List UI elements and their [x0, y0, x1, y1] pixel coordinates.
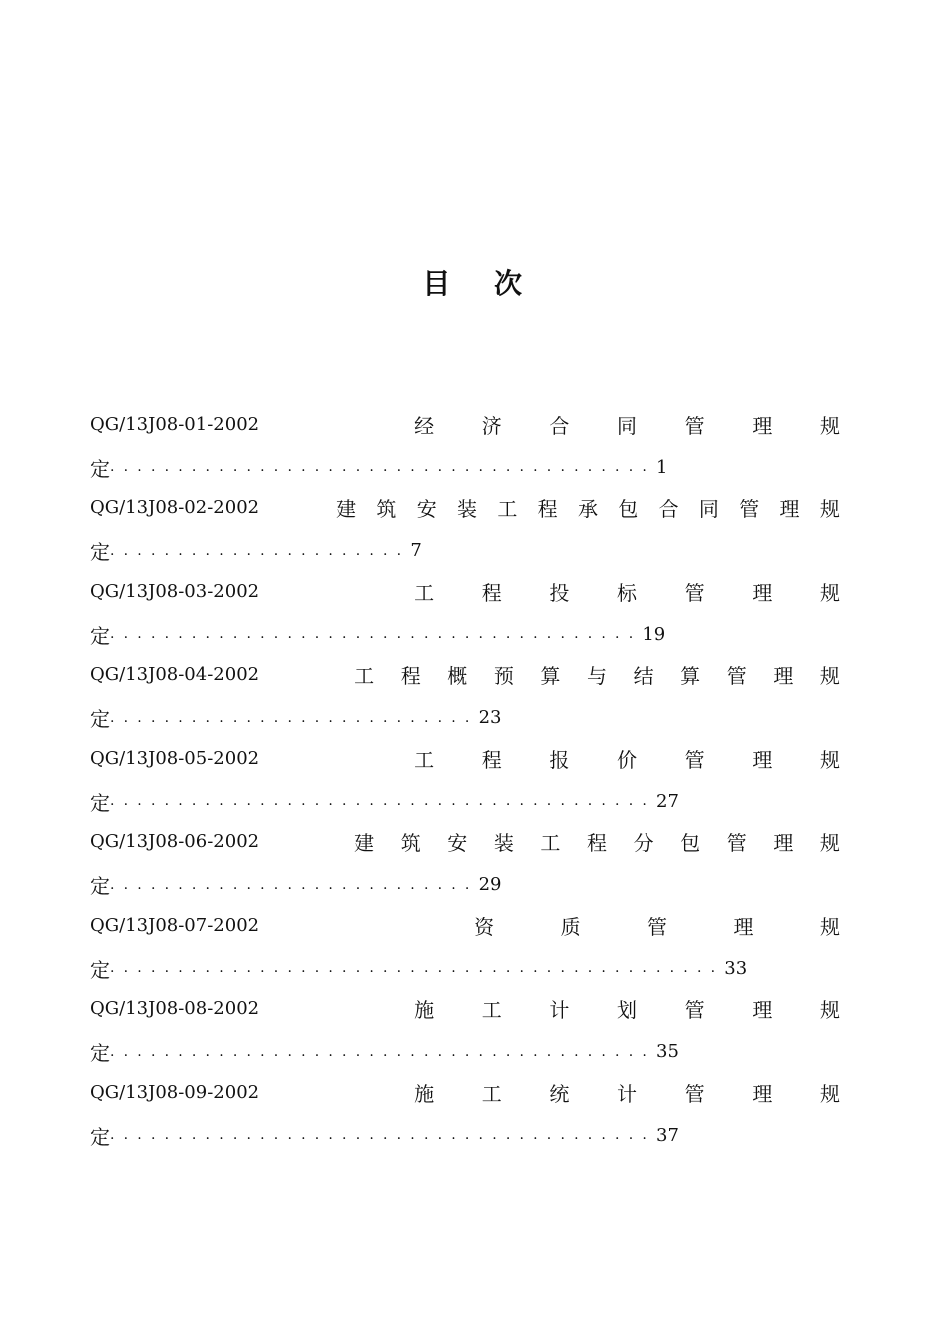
toc-entry[interactable]: [90, 740, 840, 824]
toc-entry-title-char: 报: [549, 747, 570, 772]
toc-entry-title-char: 规: [819, 914, 840, 939]
toc-entry-title-last-char: 定: [90, 456, 110, 481]
toc-entry-title-char: 结: [633, 664, 654, 688]
toc-entry-title-char: 管: [684, 998, 705, 1022]
toc-entry-title: [354, 827, 840, 856]
toc-entry-title-char: 合: [658, 497, 679, 521]
toc-entry-code: QG/13J08-08-2002: [90, 998, 260, 1019]
toc-entry-title-char: 管: [684, 413, 705, 438]
toc-entry[interactable]: [90, 490, 840, 574]
toc-entry-title-char: 程: [481, 580, 502, 605]
toc-entry-title-char: 统: [549, 1081, 570, 1106]
toc-page-number: 29: [478, 874, 502, 895]
toc-entry-title: [414, 1078, 840, 1107]
toc-entry-title-char: 工: [481, 1081, 502, 1106]
toc-entry-title-last-char: 定: [90, 790, 110, 815]
toc-entry-title-char: 同: [617, 413, 638, 438]
toc-entry[interactable]: [90, 657, 840, 741]
toc-entry-title-char: 安: [447, 831, 468, 855]
toc-entry-title-char: 工: [497, 497, 518, 521]
toc-dot-leader: ........................................: [110, 459, 657, 475]
toc-entry-title-char: 工: [540, 831, 561, 855]
toc-entry-title-line: [90, 657, 840, 693]
toc-entry-title: [414, 994, 840, 1023]
toc-entry-title-char: 建: [336, 497, 357, 521]
toc-entry-title-char: 概: [447, 664, 468, 688]
toc-entry-title-char: 经: [414, 413, 435, 438]
toc-entry[interactable]: [90, 991, 840, 1075]
toc-entry-title-char: 规: [819, 580, 840, 605]
toc-entry-title-last-char: 定: [90, 540, 110, 564]
toc-entry-title-char: 资: [474, 914, 495, 939]
toc-entry-title-char: 规: [819, 747, 840, 772]
toc-page-number: 23: [478, 707, 502, 728]
toc-entry-title-char: 理: [752, 1081, 773, 1106]
toc-entry-title-char: 管: [726, 831, 747, 855]
toc-entry-title-char: 工: [414, 747, 435, 772]
toc-entry-title-char: 计: [549, 998, 570, 1022]
toc-entry-title: [474, 911, 840, 940]
toc-entry-title-char: 理: [773, 831, 794, 855]
toc-entry-title-char: 理: [733, 914, 754, 939]
toc-entry-code: QG/13J08-06-2002: [90, 831, 260, 852]
toc-entry-code: QG/13J08-07-2002: [90, 914, 260, 936]
toc-entry-title-char: 算: [540, 664, 561, 688]
toc-entry-title-char: 规: [819, 831, 840, 855]
toc-entry-title-line: [90, 406, 840, 442]
toc-page-number: 1: [656, 456, 668, 478]
toc-entry-title-char: 工: [481, 998, 502, 1022]
toc-entry-title-char: 计: [617, 1081, 638, 1106]
toc-entry-title: [414, 577, 840, 606]
toc-entry-title-char: 装: [457, 497, 478, 521]
toc-title: [0, 262, 950, 302]
toc-page-number: 27: [656, 790, 679, 812]
toc-entry-title-char: 质: [560, 914, 581, 939]
toc-dot-leader: ........................................: [110, 1043, 657, 1060]
toc-entry-code: QG/13J08-03-2002: [90, 580, 260, 602]
toc-entry-title-char: 安: [416, 497, 437, 521]
toc-entry-title-last-char: 定: [90, 1124, 110, 1149]
toc-entry-title-char: 管: [739, 497, 760, 521]
toc-title-char-2: 次: [494, 267, 528, 300]
toc-entry-title-char: 施: [414, 998, 435, 1022]
toc-entry-title-line: [90, 1074, 840, 1110]
toc-entry-leader-line: [90, 1034, 679, 1070]
toc-entry-leader-line: [90, 700, 501, 736]
toc-entry-title-line: [90, 907, 840, 943]
toc-dot-leader: ...........................: [110, 876, 479, 893]
toc-entry-title-last-char: 定: [90, 1041, 110, 1065]
toc-entry[interactable]: [90, 573, 840, 657]
toc-page-number: 33: [724, 957, 748, 979]
toc-entry-leader-line: [90, 783, 679, 819]
toc-entry-title-char: 程: [587, 831, 607, 855]
toc-entry-title-char: 预: [493, 664, 514, 688]
toc-entry-title-line: [90, 740, 840, 776]
toc-entry-title-last-char: 定: [90, 874, 110, 898]
toc-entry-leader-line: [90, 867, 501, 903]
toc-entry-title-last-char: 定: [90, 623, 110, 648]
toc-entry-title-char: 理: [752, 580, 773, 605]
toc-entry-leader-line: [90, 449, 667, 485]
toc-title-char-1: 目: [422, 267, 456, 300]
toc-entry-title-char: 程: [400, 664, 421, 688]
toc-entry-title-char: 规: [819, 1081, 840, 1106]
toc-entry-title-char: 理: [752, 747, 773, 772]
toc-entry-title-char: 价: [617, 747, 638, 772]
toc-page-number: 19: [642, 623, 666, 645]
toc-entry-leader-line: [90, 616, 665, 652]
toc-entry-title-char: 筑: [376, 497, 397, 521]
toc-page-number: 37: [656, 1124, 679, 1146]
toc-entry-title-char: 合: [549, 413, 570, 438]
toc-entry-title-char: 包: [618, 497, 639, 521]
toc-entry-title: [414, 410, 840, 439]
toc-entry-title-char: 筑: [400, 831, 421, 855]
toc-entry-title-line: [90, 824, 840, 860]
toc-entry-title-char: 理: [779, 497, 800, 521]
toc-entry-title-char: 程: [481, 747, 502, 772]
toc-dot-leader: ........................................: [110, 793, 657, 809]
toc-entry-title: [354, 660, 840, 689]
toc-dot-leader: ......................: [110, 542, 411, 559]
toc-entry-title-char: 工: [354, 664, 375, 688]
toc-entry-title-line: [90, 490, 840, 526]
toc-entry-title-char: 承: [577, 497, 598, 521]
toc-entry[interactable]: [90, 824, 840, 908]
toc-dot-leader: .............................................: [110, 960, 725, 976]
toc-entry-title-line: [90, 991, 840, 1027]
toc-entry-code: QG/13J08-04-2002: [90, 664, 260, 685]
toc-entry-title-char: 管: [684, 580, 705, 605]
toc-entry-title-char: 管: [684, 747, 705, 772]
table-of-contents: [90, 406, 840, 1158]
toc-entry-title-char: 施: [414, 1081, 435, 1106]
toc-entry-title-char: 装: [493, 831, 514, 855]
toc-entry-title-char: 理: [752, 413, 773, 438]
toc-page-number: 7: [410, 540, 422, 561]
toc-entry-title-char: 建: [354, 831, 375, 855]
toc-entry-title-char: 划: [617, 998, 638, 1022]
toc-entry-title-char: 管: [647, 914, 668, 939]
toc-entry-title-char: 管: [726, 664, 747, 688]
toc-entry-title-char: 济: [481, 413, 502, 438]
toc-entry-leader-line: [90, 533, 422, 569]
toc-entry-title-char: 规: [819, 998, 840, 1022]
toc-entry-title-char: 分: [633, 831, 654, 855]
toc-entry-title-last-char: 定: [90, 957, 110, 982]
toc-entry-title-char: 管: [684, 1081, 705, 1106]
toc-entry-title-char: 工: [414, 580, 435, 605]
toc-dot-leader: ........................................: [110, 1127, 657, 1143]
toc-entry-title-char: 规: [819, 497, 840, 521]
toc-entry-title: [336, 493, 840, 522]
toc-entry-title-char: 程: [537, 497, 558, 521]
toc-page-number: 35: [656, 1041, 679, 1062]
toc-dot-leader: ...........................: [110, 709, 479, 726]
toc-entry-title-char: 理: [773, 664, 794, 688]
toc-entry-title-char: 投: [549, 580, 570, 605]
toc-entry[interactable]: [90, 406, 840, 490]
toc-entry-title-last-char: 定: [90, 707, 110, 731]
toc-entry-title-char: 同: [698, 497, 719, 521]
toc-entry-title-char: 理: [752, 998, 773, 1022]
toc-entry-title-char: 与: [587, 664, 607, 688]
toc-dot-leader: .......................................: [110, 626, 643, 642]
toc-entry[interactable]: [90, 907, 840, 991]
toc-entry-title-char: 标: [617, 580, 638, 605]
toc-entry-leader-line: [90, 1117, 679, 1153]
toc-entry-code: QG/13J08-02-2002: [90, 497, 260, 518]
toc-entry-code: QG/13J08-01-2002: [90, 413, 260, 435]
toc-entry-title-char: 包: [680, 831, 701, 855]
toc-entry-title-char: 规: [819, 413, 840, 438]
toc-entry-title-char: 算: [680, 664, 701, 688]
toc-entry-title: [414, 744, 840, 773]
toc-entry[interactable]: [90, 1074, 840, 1158]
toc-entry-title-line: [90, 573, 840, 609]
toc-entry-title-char: 规: [819, 664, 840, 688]
toc-entry-code: QG/13J08-05-2002: [90, 747, 260, 769]
toc-entry-code: QG/13J08-09-2002: [90, 1081, 260, 1103]
toc-entry-leader-line: [90, 950, 747, 986]
